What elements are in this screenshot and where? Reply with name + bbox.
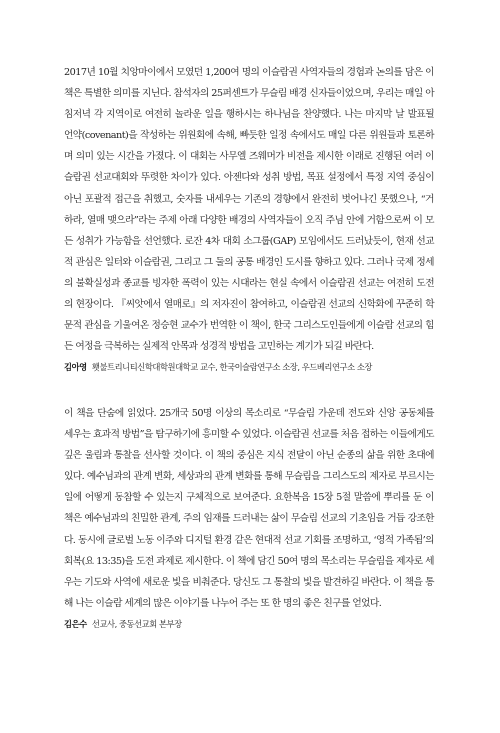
- endorsement-1: [64, 62, 434, 374]
- author-name: 김아영: [64, 362, 87, 373]
- endorsement-2: [64, 403, 434, 631]
- endorsement-text: 2017년 10월 치앙마이에서 모였던 1,200여 명의 이슬람권 사역자들의 경험과 논의를 담은 이 책은 특별한 의미를 지닌다. 참석자의 25퍼센트가 무슬림 배경 신자들이었으며, 우리는 매일 아침저녁 각 지역이로 여전히 놀라운 일을 행하시는 하나님을 찬양했다. 나는 마지막 날 발표될 언약(covenant)을 작성하는 위원회에 속해, 빠듯한 일정 속에서도 매일 다른 위원들과 토론하며 의미 있는 시간을 가졌다. 이 대회는 사무엘 즈웨머가 비전을 제시한 이래로 진행된 여러 이슬람권 선교대회와 뚜렷한 차이가 있다. 아젠다와 성취 방법, 목표 설정에서 특정 지역 중심이 아닌 포괄적 접근을 취했고, 숫자를 내세우는 기존의 경향에서 완전히 벗어나긴 못했으나, “거하라, 열매 맺으라”라는 주제 아래 다양한 배경의 사역자들이 오직 주님 안에 거함으로써 이 모든 성취가 가능함을 선언했다. 로잔 4차 대회 소그룹(GAP) 모임에서도 드러났듯이, 현재 선교적 관심은 일터와 이슬람권, 그리고 그 둘의 공통 배경인 도시를 향하고 있다. 그러나 국제 정세의 불확실성과 종교를 빙자한 폭력이 있는 시대라는 현실 속에서 이슬람권 선교는 여전히 도전의 현장이다. 『씨앗에서 열매로』의 저자진이 참여하고, 이슬람권 선교의 신학화에 꾸준히 학문적 관심을 기울여온 정승현 교수가 번역한 이 책이, 한국 그리스도인들에게 이슬람 선교의 힘든 여정을 극복하는 실제적 안목과 성경적 방법을 고민하는 계기가 되길 바란다.: [64, 67, 435, 353]
- author-title: 횃불트리니티신학대학원대학교 교수, 한국이슬람연구소 소장, 우드베리연구소 소장: [91, 362, 372, 373]
- author-title: 선교사, 중동선교회 본부장: [91, 618, 182, 629]
- endorsement-byline: [64, 617, 434, 631]
- endorsement-text: 이 책을 단숨에 읽었다. 25개국 50명 이상의 목소리로 “무슬림 가운데 전도와 신앙 공동체를 세우는 효과적 방법”을 탐구하기에 흥미할 수 있었다. 이슬람권 선교를 처음 접하는 이들에게도 깊은 울림과 통찰을 선사할 것이다. 이 책의 중심은 지식 전달이 아닌 순종의 삶을 위한 초대에 있다. 예수님과의 관계 변화, 세상과의 관계 변화를 통해 무슬림을 그리스도의 제자로 부르시는 일에 어떻게 동참할 수 있는지 구체적으로 보여준다. 요한복음 15장 5절 말씀에 뿌리를 둔 이 책은 예수님과의 친밀한 관계, 주의 임재를 드러내는 삶이 무슬림 선교의 기초임을 거듭 강조한다. 동시에 글로벌 노동 이주와 디지털 환경 같은 현대적 선교 기회를 조명하고, ‘영적 가족됨’의 회복(요 13:35)을 도전 과제로 제시한다. 이 책에 담긴 50여 명의 목소리는 무슬림을 제자로 세우는 기도와 사역에 새로운 빛을 비춰준다. 당신도 그 통찰의 빛을 발견하길 바란다. 이 책을 통해 나는 이슬람 세계의 많은 이야기를 나누어 주는 또 한 명의 좋은 친구를 얻었다.: [64, 408, 434, 609]
- author-name: 김은수: [64, 618, 87, 629]
- endorsement-byline: [64, 360, 434, 374]
